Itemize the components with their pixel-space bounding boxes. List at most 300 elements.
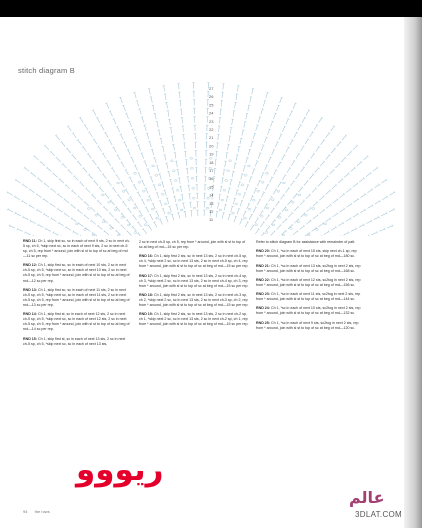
stitch-mark	[229, 214, 231, 215]
stitch-mark	[166, 217, 168, 223]
stitch-mark	[86, 188, 90, 192]
stitch-mark	[246, 114, 247, 120]
stitch-mark	[347, 204, 352, 207]
chain-mark	[291, 201, 294, 203]
stitch-mark	[368, 189, 373, 192]
stitch-mark	[264, 204, 267, 209]
stitch-mark	[101, 125, 104, 130]
round-instructions: Ch 1, skip first sc, sc in each of next 11 sts, 2 sc in next ch-5 sp, ch 5, *skip next sc, sc in each of next 11 sts, 2 sc in next ch-5 sp, ch 5, rep from * around, join with sl st to top of sc at beg of rnd—13 sc per rep.	[23, 287, 131, 307]
stitch-mark	[300, 226, 305, 230]
stitch-mark	[128, 208, 132, 213]
stitch-mark	[246, 158, 248, 164]
stitch-mark	[346, 189, 351, 193]
stitch-mark	[131, 157, 134, 162]
stitch-mark	[23, 185, 28, 188]
chain-mark	[114, 209, 117, 211]
stitch-mark	[219, 195, 220, 201]
stitch-mark	[279, 134, 282, 139]
stitch-mark	[286, 147, 289, 152]
stitch-mark	[248, 149, 250, 155]
round-instructions: 2 sc in next ch-5 sp, ch 5, rep from * around, join with sl st to top of sc at beg of rnd—15 sc per rep.	[139, 240, 247, 250]
stitch-mark	[366, 221, 371, 224]
stitch-mark	[215, 160, 216, 166]
pattern-paragraph	[23, 288, 131, 308]
stitch-mark	[347, 152, 351, 156]
stitch-mark	[360, 210, 365, 213]
stitch-mark	[222, 178, 223, 184]
chain-mark	[158, 184, 161, 186]
stitch-mark	[37, 210, 42, 213]
chain-mark	[324, 223, 327, 225]
stitch-mark	[225, 161, 226, 167]
pattern-paragraph	[256, 249, 364, 259]
stitch-mark	[190, 194, 191, 200]
stitch-mark	[97, 213, 101, 217]
stitch-mark	[153, 157, 155, 158]
stitch-mark	[94, 181, 98, 186]
chain-mark	[134, 232, 137, 234]
stitch-mark	[139, 173, 142, 178]
stitch-mark	[324, 176, 328, 180]
stitch-mark	[104, 231, 109, 235]
stitch-mark	[291, 161, 294, 166]
pattern-paragraph	[139, 254, 249, 269]
stitch-mark	[185, 211, 186, 217]
stitch-mark	[16, 180, 21, 183]
round-label: RND 13:	[23, 287, 37, 292]
stitch-mark	[191, 211, 192, 217]
stitch-mark	[79, 223, 84, 226]
stitch-mark	[66, 185, 70, 189]
stitch-mark	[158, 174, 160, 175]
stitch-mark	[228, 188, 230, 189]
stitch-mark	[45, 145, 49, 149]
stitch-mark	[277, 105, 279, 111]
stitch-mark	[183, 126, 184, 132]
stitch-mark	[243, 166, 245, 172]
stitch-mark	[116, 219, 120, 223]
stitch-mark	[244, 121, 246, 122]
stitch-mark	[307, 208, 311, 212]
stitch-mark	[232, 171, 234, 172]
stitch-mark	[167, 171, 169, 172]
stitch-mark	[163, 209, 165, 215]
stitch-mark	[361, 194, 366, 197]
stitch-mark	[175, 196, 176, 202]
round-label: RND 20:	[256, 249, 270, 254]
stitch-mark	[73, 133, 77, 138]
stitch-mark	[167, 163, 168, 169]
stitch-mark	[58, 194, 63, 198]
page-footer	[23, 509, 56, 514]
stitch-mark	[156, 211, 159, 216]
stitch-mark	[113, 147, 116, 152]
stitch-mark	[244, 122, 245, 128]
chain-mark	[232, 212, 235, 214]
stitch-mark	[98, 226, 103, 230]
stitch-mark	[150, 215, 153, 220]
stitch-mark	[296, 174, 300, 179]
watermark-logo: عالم	[349, 488, 385, 507]
stitch-mark	[344, 173, 348, 177]
pattern-paragraph	[23, 263, 131, 283]
stitch-mark	[144, 218, 147, 223]
stitch-mark	[236, 155, 237, 161]
stitch-mark	[313, 215, 318, 219]
chain-mark	[307, 234, 310, 236]
stitch-mark	[140, 109, 142, 115]
stitch-mark	[290, 140, 293, 145]
stitch-mark	[17, 229, 23, 231]
round-instructions: Refer to stitch diagram B for assistance with remainder of patt.	[256, 240, 356, 244]
stitch-mark	[47, 168, 51, 172]
round-instructions: Ch 1, skip first st, sc in each of next 12 sts, 2 sc in next ch-5 sp, ch 5, *skip next sc, sc in each of next 12 sts, 2 sc in next ch-5 sp, ch 5, rep from * around, join with sl st to top of sc at beg of rnd—14 sc per rep.	[23, 312, 131, 332]
stitch-mark	[149, 89, 150, 95]
stitch-mark	[278, 162, 281, 167]
stitch-mark	[178, 170, 179, 176]
chain-mark	[266, 172, 269, 174]
round-number: 16	[209, 176, 214, 182]
stitch-mark	[146, 207, 149, 212]
stitch-mark	[263, 101, 265, 107]
round-label: RND 12:	[23, 263, 37, 268]
stitch-mark	[373, 168, 378, 172]
stitch-mark	[261, 145, 263, 151]
stitch-mark	[177, 212, 179, 213]
chain-mark	[192, 187, 195, 189]
stitch-mark	[128, 150, 130, 155]
stitch-mark	[319, 118, 322, 123]
stitch-mark	[134, 185, 137, 190]
stitch-mark	[114, 119, 117, 124]
stitch-mark	[258, 153, 260, 159]
stitch-mark	[234, 198, 236, 199]
stitch-mark	[273, 189, 276, 194]
stitch-mark	[133, 92, 135, 93]
stitch-mark	[266, 93, 268, 99]
stitch-mark	[88, 154, 92, 159]
stitch-mark	[252, 89, 253, 95]
stitch-mark	[161, 138, 162, 144]
stitch-mark	[122, 235, 124, 236]
stitch-mark	[37, 194, 42, 197]
stitch-mark	[166, 198, 168, 199]
round-label: RND 23:	[256, 292, 270, 297]
chain-mark	[110, 228, 113, 230]
stitch-mark	[188, 177, 189, 183]
stitch-mark	[252, 88, 254, 89]
stitch-mark	[176, 161, 177, 167]
stitch-mark	[110, 236, 112, 237]
stitch-mark	[72, 218, 77, 221]
stitch-mark	[338, 179, 342, 183]
chain-mark	[248, 208, 251, 210]
stitch-mark	[83, 168, 87, 173]
stitch-mark	[104, 207, 108, 211]
chain-mark	[192, 197, 195, 199]
stitch-mark	[169, 179, 171, 180]
stitch-mark	[382, 197, 387, 200]
chain-mark	[238, 193, 241, 195]
stitch-mark	[333, 199, 338, 203]
stitch-mark	[78, 161, 82, 166]
round-number: 11	[209, 217, 214, 223]
chain-mark	[260, 215, 263, 217]
stitch-mark	[169, 119, 170, 125]
stitch-mark	[216, 151, 217, 157]
stitch-mark	[156, 121, 158, 122]
stitch-mark	[246, 157, 248, 158]
stitch-mark	[220, 118, 221, 124]
stitch-mark	[103, 154, 106, 159]
stitch-mark	[160, 201, 162, 207]
stitch-mark	[375, 201, 380, 204]
chain-mark	[277, 190, 280, 192]
round-instructions: Ch 1, skip first 2 sts, sc in next 13 sts, 2 sc in next ch-2 sp, ch 1, *skip next 2 sc, sc in next 13 sts, 2 sc in next ch-2 sp, ch 1, rep from * around, join with sl st to top of sc at beg of rnd—15 sc per rep.	[139, 312, 249, 327]
stitch-mark	[337, 142, 341, 147]
round-instructions: Ch 1, *sc in each of next 15 sts, skip next ch-1 sp, rep from * around, join with sl st to top of sc at beg of rnd—180 sc.	[256, 249, 358, 259]
stitch-mark	[126, 189, 129, 194]
stitch-mark	[130, 177, 133, 182]
stitch-mark	[123, 105, 125, 111]
stitch-mark	[341, 158, 345, 162]
stitch-mark	[136, 100, 138, 101]
chain-mark	[147, 199, 150, 201]
chain-mark	[285, 209, 288, 211]
stitch-mark	[38, 225, 43, 228]
stitch-mark	[34, 156, 38, 160]
stitch-mark	[124, 142, 127, 147]
stitch-mark	[164, 155, 166, 156]
chain-mark	[117, 234, 120, 236]
stitch-mark	[15, 197, 20, 200]
stitch-mark	[44, 214, 49, 217]
stitch-mark	[182, 118, 183, 124]
stitch-diagram	[6, 76, 396, 236]
round-number: 22	[209, 127, 214, 132]
chain-mark	[178, 199, 181, 201]
chain-mark	[266, 207, 269, 209]
stitch-mark	[232, 119, 233, 125]
stitch-mark	[300, 146, 303, 151]
site-watermark	[349, 488, 411, 528]
stitch-mark	[232, 171, 233, 177]
stitch-mark	[293, 231, 298, 235]
stitch-mark	[167, 198, 169, 204]
stitch-mark	[331, 126, 335, 131]
stitch-mark	[319, 223, 324, 226]
round-number: 21	[209, 135, 214, 141]
stitch-mark	[183, 203, 184, 209]
round-label: RND 11:	[23, 239, 37, 243]
stitch-mark	[326, 133, 330, 138]
stitch-mark	[184, 134, 185, 140]
chain-mark	[225, 180, 228, 182]
stitch-mark	[59, 223, 64, 226]
pattern-paragraph	[256, 240, 364, 245]
pattern-paragraph	[139, 312, 249, 327]
stitch-mark	[231, 206, 233, 212]
chain-mark	[139, 215, 142, 217]
stitch-mark	[249, 177, 251, 183]
chain-mark	[151, 208, 154, 210]
stitch-mark	[8, 209, 13, 212]
stitch-mark	[220, 109, 221, 115]
round-number: 24	[209, 110, 214, 116]
stitch-mark	[230, 179, 232, 180]
pattern-column-2	[139, 240, 249, 332]
stitch-mark	[25, 232, 31, 234]
chain-mark	[133, 207, 136, 209]
stitch-mark	[149, 225, 152, 230]
stitch-mark	[80, 182, 84, 186]
stitch-mark	[282, 175, 285, 180]
chain-mark	[87, 208, 90, 210]
stitch-mark	[264, 100, 266, 101]
stitch-mark	[51, 219, 56, 222]
stitch-mark	[270, 177, 273, 182]
stitch-mark	[282, 127, 285, 132]
stitch-mark	[93, 110, 96, 115]
stitch-mark	[68, 170, 72, 174]
stitch-mark	[265, 165, 268, 170]
stitch-mark	[65, 199, 70, 203]
stitch-mark	[309, 175, 313, 180]
stitch-mark	[238, 147, 239, 153]
stitch-mark	[331, 227, 336, 230]
stitch-mark	[51, 152, 55, 156]
stitch-mark	[326, 191, 330, 195]
stitch-mark	[71, 205, 76, 209]
stitch-mark	[368, 205, 373, 208]
stitch-mark	[271, 208, 275, 213]
stitch-mark	[163, 147, 164, 153]
stitch-mark	[73, 232, 78, 235]
stitch-mark	[80, 118, 83, 123]
stitch-mark	[45, 184, 50, 188]
stitch-mark	[120, 98, 122, 104]
chain-mark	[298, 194, 301, 196]
stitch-mark	[146, 188, 149, 193]
stitch-mark	[261, 173, 264, 178]
chain-mark	[241, 184, 244, 186]
stitch-mark	[93, 160, 97, 165]
stitch-mark	[240, 201, 242, 207]
stitch-mark	[310, 132, 313, 137]
stitch-mark	[151, 97, 152, 103]
stitch-mark	[145, 161, 147, 167]
stitch-mark	[255, 161, 257, 167]
stitch-mark	[78, 196, 82, 200]
stitch-mark	[97, 118, 100, 123]
stitch-mark	[53, 173, 57, 177]
stitch-mark	[10, 226, 16, 228]
stitch-mark	[126, 170, 129, 175]
chain-mark	[122, 190, 125, 192]
stitch-mark	[91, 221, 96, 225]
stitch-mark	[293, 103, 296, 108]
stitch-mark	[110, 111, 113, 116]
stitch-mark	[157, 193, 159, 199]
round-number: 14	[209, 192, 214, 198]
stitch-mark	[56, 135, 60, 140]
stitch-mark	[173, 196, 175, 197]
stitch-mark	[172, 136, 173, 142]
stitch-mark	[150, 97, 152, 98]
stitch-mark	[129, 196, 131, 197]
stitch-mark	[242, 130, 244, 131]
stitch-mark	[255, 218, 258, 223]
chain-mark	[304, 214, 307, 216]
stitch-mark	[382, 180, 387, 183]
stitch-mark	[136, 137, 138, 143]
stitch-mark	[30, 189, 35, 192]
stitch-mark	[155, 158, 157, 164]
stitch-mark	[246, 185, 248, 191]
stitch-mark	[280, 98, 282, 104]
stitch-mark	[153, 105, 154, 111]
stitch-mark	[302, 118, 305, 123]
stitch-mark	[216, 211, 217, 217]
stitch-mark	[53, 233, 58, 236]
stitch-mark	[341, 235, 342, 236]
stitch-mark	[74, 176, 78, 180]
stitch-mark	[250, 97, 252, 98]
chain-mark	[282, 234, 285, 236]
stitch-mark	[141, 117, 143, 118]
round-label: RND 19:	[139, 312, 153, 317]
stitch-mark	[340, 194, 345, 198]
chain-mark	[176, 189, 179, 191]
stitch-mark	[94, 139, 97, 144]
stitch-mark	[98, 146, 101, 151]
stitch-mark	[257, 200, 260, 205]
stitch-mark	[251, 141, 253, 147]
stitch-mark	[108, 161, 111, 166]
round-instructions: Ch 1, *sc in each of next 11 sts, sc2tog in next 2 sts, rep from * around, join with sl st to top of sc at beg of rnd—144 sc.	[256, 292, 362, 302]
stitch-mark	[228, 188, 229, 194]
stitch-mark	[389, 192, 394, 195]
stitch-mark	[168, 206, 170, 207]
stitch-mark	[44, 199, 49, 202]
stitch-mark	[155, 114, 156, 120]
stitch-mark	[282, 219, 286, 223]
chain-mark	[252, 199, 255, 201]
chain-mark	[156, 217, 159, 219]
stitch-mark	[181, 109, 182, 115]
stitch-mark	[51, 204, 56, 207]
stitch-mark	[243, 193, 245, 199]
stitch-mark	[288, 213, 292, 217]
stitch-mark	[151, 149, 153, 150]
stitch-mark	[181, 186, 182, 192]
stitch-mark	[91, 208, 95, 212]
stitch-mark	[189, 185, 190, 191]
stitch-mark	[286, 188, 290, 193]
stitch-mark	[241, 174, 243, 180]
chain-mark	[191, 177, 194, 179]
top-black-bar	[0, 0, 422, 17]
stitch-mark	[63, 164, 67, 168]
stitch-mark	[41, 162, 45, 166]
stitch-mark	[290, 111, 293, 116]
stitch-mark	[85, 202, 89, 206]
stitch-mark	[315, 168, 319, 173]
stitch-mark	[121, 182, 124, 187]
stitch-mark	[261, 109, 263, 110]
stitch-mark	[100, 188, 104, 193]
pattern-paragraph	[256, 278, 364, 288]
